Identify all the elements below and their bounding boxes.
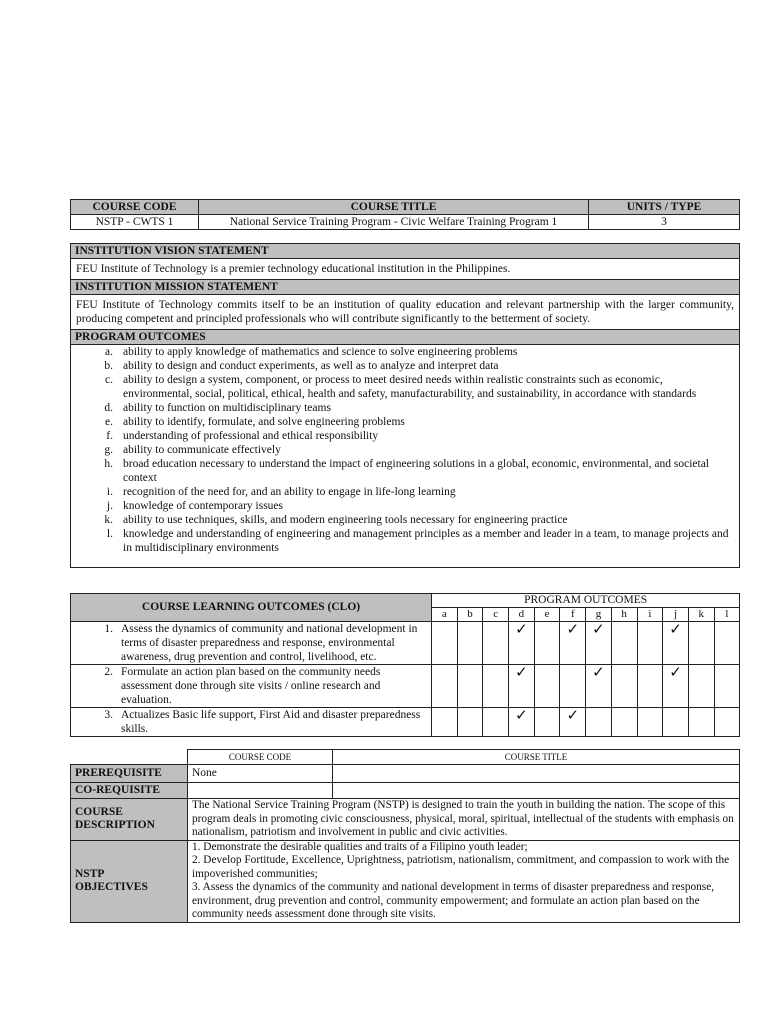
clo-check-cell-c	[483, 622, 509, 665]
check-mark-icon: ✓	[669, 620, 682, 638]
program-outcome-text: ability to identify, formulate, and solve engineering problems	[123, 416, 405, 428]
program-outcome-text: knowledge of contemporary issues	[123, 500, 284, 512]
clo-check-cell-i	[637, 665, 663, 708]
clo-item-cell	[71, 708, 432, 737]
po-letter-h: h	[611, 608, 637, 622]
program-outcome-text: ability to apply knowledge of mathematics and science to solve engineering problems	[123, 346, 518, 358]
course-header-table	[70, 199, 740, 230]
po-letter-i: i	[637, 608, 663, 622]
clo-check-cell-g	[586, 622, 612, 665]
institution-table	[70, 243, 740, 568]
po-letter-k: k	[688, 608, 714, 622]
clo-check-cell-a	[432, 665, 458, 708]
check-mark-icon: ✓	[515, 706, 528, 724]
corequisite-title	[333, 783, 740, 799]
program-outcome-text: knowledge and understanding of engineering and management principles as a member and leader in a team, to manage projects and in multidisciplinary environments	[123, 528, 729, 554]
check-mark-icon: ✓	[566, 620, 580, 638]
program-outcome-letter: h.	[104, 458, 113, 470]
clo-number: 1.	[104, 623, 113, 635]
prerequisite-title	[333, 765, 740, 783]
clo-text: Formulate an action plan based on the community needs assessment done through site visits / online research and evaluation.	[121, 666, 381, 706]
check-mark-icon: ✓	[592, 663, 605, 681]
clo-check-cell-h	[611, 622, 637, 665]
program-outcome-text: recognition of the need for, and an ability to engage in life-long learning	[123, 486, 456, 498]
vision-heading: INSTITUTION VISION STATEMENT	[71, 244, 740, 259]
clo-check-cell-l	[714, 665, 740, 708]
po-letter-g: g	[586, 608, 612, 622]
program-outcome-item	[71, 457, 733, 485]
program-outcome-text: understanding of professional and ethical responsibility	[123, 430, 379, 442]
clo-check-cell-g	[586, 708, 612, 737]
clo-number: 3.	[104, 709, 113, 721]
po-letter-d: d	[509, 608, 535, 622]
course-description-label-text: COURSE DESCRIPTION	[75, 806, 155, 832]
mission-heading: INSTITUTION MISSION STATEMENT	[71, 280, 740, 295]
blank-corner	[71, 750, 188, 765]
program-outcome-item	[71, 499, 733, 513]
course-title-header: COURSE TITLE	[199, 200, 589, 215]
program-outcome-item	[71, 359, 733, 373]
program-outcome-letter: i.	[106, 486, 113, 498]
clo-check-cell-d	[509, 665, 535, 708]
program-outcome-letter: l.	[106, 528, 113, 540]
po-letter-e: e	[534, 608, 560, 622]
nstp-objectives-list	[188, 840, 740, 922]
clo-table	[70, 593, 740, 737]
po-letter-c: c	[483, 608, 509, 622]
units-type-header: UNITS / TYPE	[589, 200, 740, 215]
po-letter-j: j	[663, 608, 689, 622]
course-description-text: The National Service Training Program (NSTP) is designed to train the youth in building the nation. The scope of this program deals in promoting civic consciousness, physical, moral, spiritual, intellectual of the students with emphasis on nationalism, patriotism and involvement in public and civic activities.	[188, 799, 740, 841]
clo-check-cell-e	[534, 708, 560, 737]
check-mark-icon: ✓	[566, 706, 580, 724]
clo-row	[71, 708, 740, 737]
check-mark-icon: ✓	[515, 663, 528, 681]
program-outcome-text: ability to communicate effectively	[123, 444, 281, 456]
po-letter-a: a	[432, 608, 458, 622]
nstp-objective-item: 2. Develop Fortitude, Excellence, Uprightness, patriotism, nationalism, commitment, and compassion to work with the impoverished communities;	[192, 854, 730, 880]
program-outcome-letter: a.	[105, 346, 113, 358]
clo-check-cell-e	[534, 665, 560, 708]
program-outcome-letter: c.	[105, 374, 113, 386]
clo-check-cell-f	[560, 665, 586, 708]
program-outcome-text: ability to design and conduct experiments, as well as to analyze and interpret data	[123, 360, 499, 372]
clo-row	[71, 622, 740, 665]
corequisite-code	[188, 783, 333, 799]
course-description-label	[71, 799, 188, 841]
clo-check-cell-g	[586, 665, 612, 708]
program-outcome-letter: j.	[106, 500, 113, 512]
clo-check-cell-a	[432, 622, 458, 665]
program-outcomes-heading: PROGRAM OUTCOMES	[71, 330, 740, 345]
vision-text: FEU Institute of Technology is a premier technology educational institution in the Philippines.	[71, 259, 740, 280]
course-code-header: COURSE CODE	[71, 200, 199, 215]
clo-check-cell-k	[688, 665, 714, 708]
program-outcome-item	[71, 373, 733, 401]
course-row	[71, 215, 740, 230]
prerequisite-label: PREREQUISITE	[71, 765, 188, 783]
clo-check-cell-c	[483, 708, 509, 737]
po-columns-heading: PROGRAM OUTCOMES	[432, 594, 740, 608]
clo-item-cell	[71, 622, 432, 665]
clo-check-cell-i	[637, 622, 663, 665]
program-outcome-letter: f.	[106, 430, 113, 442]
program-outcome-item	[71, 527, 733, 555]
po-letter-f: f	[560, 608, 586, 622]
program-outcome-text: ability to function on multidisciplinary teams	[123, 402, 331, 414]
program-outcome-item	[71, 485, 733, 499]
program-outcome-letter: e.	[105, 416, 113, 428]
clo-heading: COURSE LEARNING OUTCOMES (CLO)	[71, 594, 432, 622]
clo-check-cell-i	[637, 708, 663, 737]
program-outcome-text: ability to use techniques, skills, and modern engineering tools necessary for engineering practice	[123, 514, 568, 526]
program-outcome-item	[71, 443, 733, 457]
nstp-objectives-label-text: NSTP OBJECTIVES	[75, 868, 148, 893]
program-outcomes-cell	[71, 345, 740, 568]
clo-check-cell-b	[457, 665, 483, 708]
program-outcome-text: broad education necessary to understand the impact of engineering solutions in a global, economic, environmental, and societal context	[123, 458, 710, 484]
req-code-header: COURSE CODE	[188, 750, 333, 765]
clo-check-cell-h	[611, 665, 637, 708]
check-mark-icon: ✓	[669, 663, 682, 681]
header-row	[71, 200, 740, 215]
clo-number: 2.	[104, 666, 113, 678]
clo-check-cell-f	[560, 708, 586, 737]
program-outcome-letter: g.	[104, 444, 113, 456]
mission-text: FEU Institute of Technology commits itself to be an institution of quality education and relevant partnership with the larger community, producing competent and principled professionals who will contribute significantly to the betterment of society.	[71, 295, 740, 330]
clo-check-cell-e	[534, 622, 560, 665]
clo-check-cell-j	[663, 708, 689, 737]
clo-text: Assess the dynamics of community and national development in terms of disaster preparedness and response, environmental awareness, drug prevention and control, livelihood, etc.	[121, 623, 418, 663]
program-outcome-item	[71, 513, 733, 527]
clo-item-cell	[71, 665, 432, 708]
nstp-objectives-label	[71, 840, 188, 922]
course-title-value: National Service Training Program - Civic Welfare Training Program 1	[199, 215, 589, 230]
clo-check-cell-j	[663, 665, 689, 708]
program-outcome-item	[71, 429, 733, 443]
program-outcome-item	[71, 415, 733, 429]
requisite-table	[70, 749, 740, 923]
units-value: 3	[589, 215, 740, 230]
corequisite-label: CO-REQUISITE	[71, 783, 188, 799]
clo-row	[71, 665, 740, 708]
clo-check-cell-c	[483, 665, 509, 708]
clo-check-cell-d	[509, 708, 535, 737]
nstp-objective-item: 3. Assess the dynamics of the community and national development in terms of disaster preparedness and response, environment, drug prevention and control, community empowerment; and formulate an action plan based on the community needs assessment done through site visits.	[192, 881, 715, 920]
clo-check-cell-k	[688, 708, 714, 737]
po-letter-b: b	[457, 608, 483, 622]
prerequisite-code: None	[188, 765, 333, 783]
check-mark-icon: ✓	[592, 620, 605, 638]
program-outcome-letter: d.	[104, 402, 113, 414]
program-outcome-letter: b.	[104, 360, 113, 372]
clo-text: Actualizes Basic life support, First Aid and disaster preparedness skills.	[121, 709, 421, 735]
req-title-header: COURSE TITLE	[333, 750, 740, 765]
program-outcome-item	[71, 345, 733, 359]
check-mark-icon: ✓	[515, 620, 528, 638]
clo-check-cell-h	[611, 708, 637, 737]
program-outcome-letter: k.	[104, 514, 113, 526]
clo-check-cell-b	[457, 708, 483, 737]
clo-check-cell-k	[688, 622, 714, 665]
clo-check-cell-l	[714, 622, 740, 665]
course-code-value: NSTP - CWTS 1	[71, 215, 199, 230]
nstp-objective-item: 1. Demonstrate the desirable qualities and traits of a Filipino youth leader;	[192, 840, 528, 853]
clo-check-cell-f	[560, 622, 586, 665]
program-outcome-text: ability to design a system, component, or process to meet desired needs within realistic constraints such as economic, environmental, social, political, ethical, health and safety, manufacturability, and sustainability, in accordance with standards	[123, 374, 697, 400]
program-outcome-item	[71, 401, 733, 415]
po-letter-l: l	[714, 608, 740, 622]
clo-check-cell-j	[663, 622, 689, 665]
clo-check-cell-a	[432, 708, 458, 737]
clo-check-cell-d	[509, 622, 535, 665]
clo-check-cell-l	[714, 708, 740, 737]
program-outcomes-list	[71, 345, 739, 567]
clo-check-cell-b	[457, 622, 483, 665]
